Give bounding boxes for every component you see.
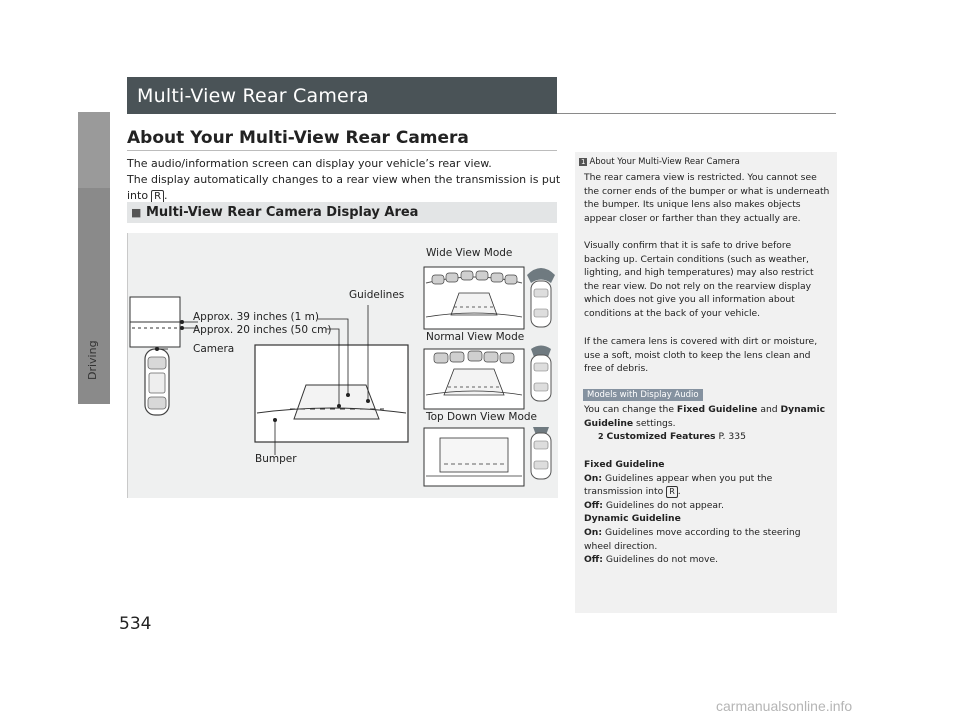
sidebar-para-3: If the camera lens is covered with dirt or moisture, use a soft, moist cloth to keep the lens clean and free of debris. xyxy=(584,336,818,375)
customized-features-link[interactable]: Customized Features xyxy=(606,431,716,443)
models-badge: Models with Display Audio xyxy=(583,389,703,401)
guide-trapezoid xyxy=(294,385,379,419)
fixed-guideline-title: Fixed Guideline xyxy=(584,459,665,470)
dynamic-off-text: Guidelines do not move. xyxy=(605,554,719,566)
title-rule xyxy=(557,113,836,114)
label-bumper: Bumper xyxy=(255,453,297,465)
sidebar-para-4 xyxy=(584,403,830,444)
subsection-title-text: Multi-View Rear Camera Display Area xyxy=(145,205,419,220)
sidebar-title xyxy=(579,157,740,167)
body-para-2-end: . xyxy=(164,189,168,202)
p4-text-b: settings. xyxy=(636,417,676,429)
sidebar-fixed-guideline: Fixed Guideline On: Guidelines appear when you put the transmission into R . Off: Guidelines do not appear. Dynamic Guideline On: Guidelines move according to the steering wheel direction. Off: Guidelines do not move. xyxy=(584,459,801,566)
section-heading: About Your Multi-View Rear Camera xyxy=(127,128,469,148)
normal-view-objects xyxy=(434,351,514,363)
page-number: 534 xyxy=(119,614,152,634)
car-topview-icon xyxy=(145,349,169,415)
fixed-off-label: Off: xyxy=(584,499,603,511)
fixed-on-label: On: xyxy=(584,472,603,484)
side-tab-label: Driving xyxy=(86,340,99,380)
label-approx-20: Approx. 20 inches (50 cm) xyxy=(193,324,332,336)
distance-box-near xyxy=(130,322,180,347)
body-para-2 xyxy=(127,172,567,204)
subsection-title xyxy=(131,205,418,220)
diagram-svg xyxy=(128,233,558,498)
car-normal-icon xyxy=(531,346,551,402)
p4-text-a: You can change the xyxy=(584,404,674,415)
label-wide-view: Wide View Mode xyxy=(426,247,513,259)
reference-arrow-icon: 2 xyxy=(598,432,604,442)
side-tab-top xyxy=(78,112,110,188)
dynamic-on-label: On: xyxy=(584,526,603,538)
reference-marker-icon: 1 xyxy=(581,158,586,166)
dynamic-on-text: Guidelines move according to the steering wheel direction. xyxy=(584,526,801,552)
body-para-1: The audio/information screen can display your vehicle’s rear view. xyxy=(127,157,492,170)
label-top-down-view: Top Down View Mode xyxy=(426,411,538,423)
label-normal-view: Normal View Mode xyxy=(426,331,525,343)
gear-r-symbol-2: R xyxy=(666,486,678,498)
fixed-off-text: Guidelines do not appear. xyxy=(605,499,724,511)
p4-dynamic-guideline: Dynamic Guideline xyxy=(584,404,826,429)
dynamic-off-label: Off: xyxy=(584,554,603,566)
sidebar-para-1: The rear camera view is restricted. You cannot see the corner ends of the bumper or what is underneath the bumper. Its unique lens also makes objects appear closer or farther than they actually are. xyxy=(584,172,830,224)
body-para-2-text: The display automatically changes to a rear view when the transmission is put into xyxy=(127,173,561,202)
p4-fixed-guideline: Fixed Guideline xyxy=(676,404,758,415)
camera-diagram xyxy=(127,233,558,498)
label-camera: Camera xyxy=(193,343,235,355)
sidebar-title-text: About Your Multi-View Rear Camera xyxy=(589,157,740,167)
p4-and: and xyxy=(760,404,778,415)
fixed-on-text: Guidelines appear when you put the transmission into xyxy=(584,472,773,498)
distance-box-far xyxy=(130,297,180,325)
page-title: Multi-View Rear Camera xyxy=(137,85,369,107)
reference-page: P. 335 xyxy=(718,431,746,443)
dynamic-guideline-title: Dynamic Guideline xyxy=(584,513,681,525)
car-topdown-icon xyxy=(531,427,551,479)
car-wide-icon xyxy=(527,268,555,327)
section-body xyxy=(127,156,567,204)
sidebar-para-2: Visually confirm that it is safe to drive before backing up. Certain conditions (such as weather, lighting, and high temperatures) may also restrict the rear view. Do not rely on the rearview display which does not give you all information about conditions at the back of your vehicle. xyxy=(584,240,814,319)
label-guidelines: Guidelines xyxy=(349,289,405,301)
label-approx-39: Approx. 39 inches (1 m) xyxy=(193,311,319,323)
square-marker-icon: ■ xyxy=(131,206,142,219)
gear-r-symbol: R xyxy=(151,190,164,204)
watermark: carmanualsonline.info xyxy=(716,698,853,714)
section-rule xyxy=(127,150,557,151)
